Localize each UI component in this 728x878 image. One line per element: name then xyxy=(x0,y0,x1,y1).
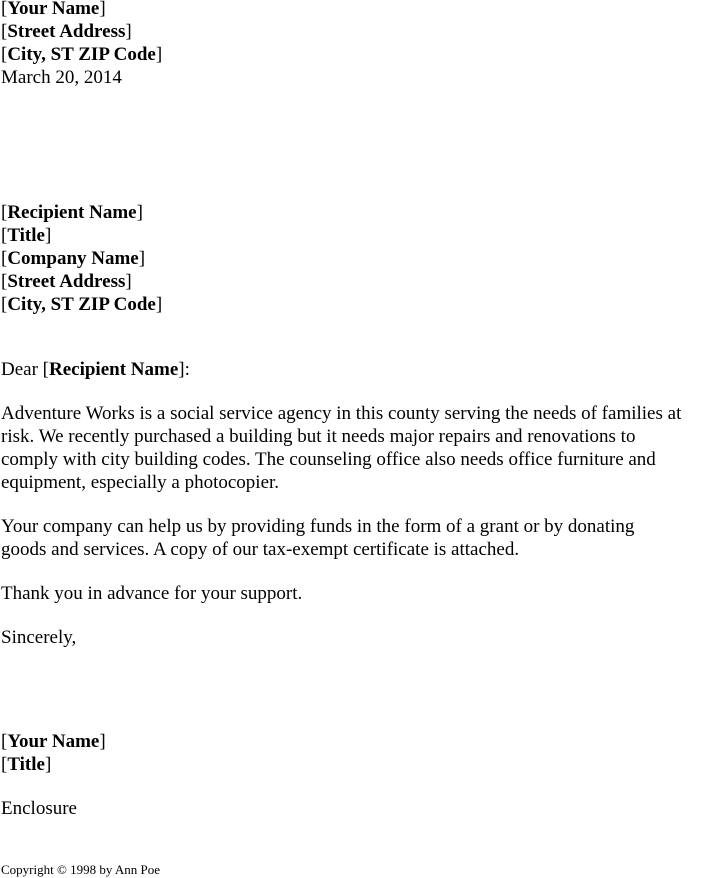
recipient-street: [Street Address] xyxy=(1,271,132,292)
recipient-city: [City, ST ZIP Code] xyxy=(1,294,163,315)
paragraph-line: Your company can help us by providing funds in the form of a grant or by donating xyxy=(1,516,635,537)
signature-title: [Title] xyxy=(1,754,52,775)
paragraph-line: Adventure Works is a social service agency in this county serving the needs of families at xyxy=(1,403,682,424)
salutation-recipient-name: Recipient Name xyxy=(49,359,179,380)
signature-name: [Your Name] xyxy=(1,731,106,752)
sender-city-placeholder: City, ST ZIP Code xyxy=(7,44,156,65)
copyright-notice: Copyright © 1998 by Ann Poe xyxy=(1,862,161,877)
sender-street-placeholder: Street Address xyxy=(7,21,126,42)
sender-name: [Your Name] xyxy=(1,0,106,19)
salutation-suffix: : xyxy=(184,359,190,380)
closing: Sincerely, xyxy=(1,627,77,648)
recipient-company-placeholder: Company Name xyxy=(7,248,139,269)
sender-city: [City, ST ZIP Code] xyxy=(1,44,163,65)
sender-street: [Street Address] xyxy=(1,21,132,42)
signature-title-placeholder: Title xyxy=(7,754,45,775)
recipient-name: [Recipient Name] xyxy=(1,202,143,223)
letter-date: March 20, 2014 xyxy=(1,67,122,88)
salutation-prefix: Dear xyxy=(1,359,43,380)
body-paragraph-2 xyxy=(1,515,727,561)
recipient-name-placeholder: Recipient Name xyxy=(7,202,137,223)
recipient-company: [Company Name] xyxy=(1,248,146,269)
enclosure-note: Enclosure xyxy=(1,798,77,819)
paragraph-line: equipment, especially a photocopier. xyxy=(1,472,280,493)
recipient-title-placeholder: Title xyxy=(7,225,45,246)
paragraph-line: goods and services. A copy of our tax-exempt certificate is attached. xyxy=(1,539,520,560)
salutation: Dear [Recipient Name]: xyxy=(1,359,190,380)
recipient-street-placeholder: Street Address xyxy=(7,271,126,292)
recipient-city-placeholder: City, ST ZIP Code xyxy=(7,294,156,315)
paragraph-line: comply with city building codes. The counseling office also needs office furniture and xyxy=(1,449,656,470)
signature-name-placeholder: Your Name xyxy=(7,731,100,752)
sender-name-placeholder: Your Name xyxy=(7,0,100,19)
recipient-title: [Title] xyxy=(1,225,52,246)
body-paragraph-3: Thank you in advance for your support. xyxy=(1,583,303,604)
paragraph-line: risk. We recently purchased a building but it needs major repairs and renovations to xyxy=(1,426,636,447)
body-paragraph-1 xyxy=(1,402,727,494)
